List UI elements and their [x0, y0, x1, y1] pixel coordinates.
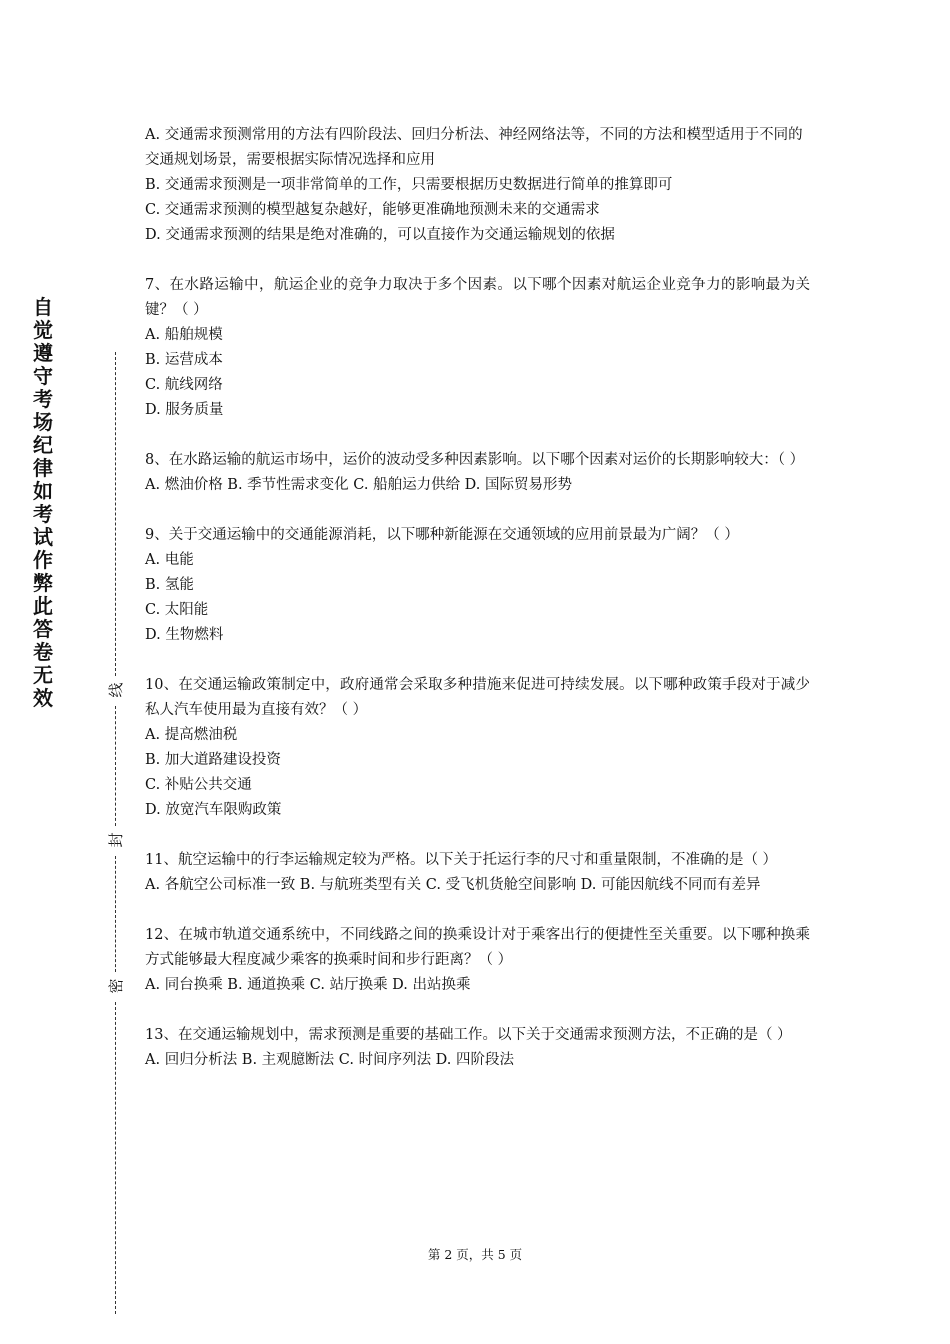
question-stem: 7、在水路运输中，航运企业的竞争力取决于多个因素。以下哪个因素对航运企业竞争力的影响最为关键？（ ）: [145, 277, 810, 318]
options-line: A. 各航空公司标准一致 B. 与航班类型有关 C. 受飞机货舱空间影响 D. 可能因航线不同而有差异: [145, 877, 761, 893]
seal-label-secret: 密: [106, 976, 126, 996]
option-c: C. 补贴公共交通: [145, 777, 252, 793]
options-line: A. 回归分析法 B. 主观臆断法 C. 时间序列法 D. 四阶段法: [145, 1052, 515, 1068]
question-stem: 13、在交通运输规划中，需求预测是重要的基础工作。以下关于交通需求预测方法，不正确的是（ ）: [145, 1027, 792, 1043]
exam-content: [145, 123, 810, 1073]
question-stem: 8、在水路运输的航运市场中，运价的波动受多种因素影响。以下哪个因素对运价的长期影响较大：（ ）: [145, 452, 805, 468]
binding-dashed-line: [115, 352, 116, 676]
question-stem: 12、在城市轨道交通系统中，不同线路之间的换乘设计对于乘客出行的便捷性至关重要。以下哪种换乘方式能够最大程度减少乘客的换乘时间和步行距离？（ ）: [145, 927, 810, 968]
option-a: A. 提高燃油税: [145, 727, 238, 743]
question-stem: 9、关于交通运输中的交通能源消耗，以下哪种新能源在交通领域的应用前景最为广阔？（ ）: [145, 527, 739, 543]
seal-label-seal: 封: [106, 830, 126, 850]
binding-dashed-line: [115, 1002, 116, 1314]
option-d: D. 生物燃料: [145, 627, 224, 643]
question-8: [145, 448, 810, 498]
question-7: [145, 273, 810, 423]
option-b: B. 加大道路建设投资: [145, 752, 281, 768]
option-d: D. 交通需求预测的结果是绝对准确的，可以直接作为交通运输规划的依据: [145, 227, 615, 243]
question-13: [145, 1023, 810, 1073]
option-a: A. 船舶规模: [145, 327, 223, 343]
question-9: [145, 523, 810, 648]
option-b: B. 交通需求预测是一项非常简单的工作，只需要根据历史数据进行简单的推算即可: [145, 177, 673, 193]
option-a: A. 交通需求预测常用的方法有四阶段法、回归分析法、神经网络法等，不同的方法和模型适用于不同的交通规划场景，需要根据实际情况选择和应用: [145, 127, 803, 168]
seal-label-line: 线: [106, 680, 126, 700]
question-10: [145, 673, 810, 823]
options-line: A. 同台换乘 B. 通道换乘 C. 站厅换乘 D. 出站换乘: [145, 977, 471, 993]
question-12: [145, 923, 810, 998]
question-stem: 11、航空运输中的行李运输规定较为严格。以下关于托运行李的尺寸和重量限制，不准确的是（ ）: [145, 852, 778, 868]
exam-discipline-note: 自觉遵守考场纪律如考试作弊此答卷无效: [33, 295, 53, 710]
option-c: C. 太阳能: [145, 602, 209, 618]
binding-dashed-line: [115, 856, 116, 972]
page-number: 第 2 页，共 5 页: [427, 1247, 523, 1262]
option-b: B. 运营成本: [145, 352, 223, 368]
option-c: C. 交通需求预测的模型越复杂越好，能够更准确地预测未来的交通需求: [145, 202, 600, 218]
binding-dashed-line: [115, 706, 116, 826]
options-line: A. 燃油价格 B. 季节性需求变化 C. 船舶运力供给 D. 国际贸易形势: [145, 477, 573, 493]
previous-question-options: [145, 123, 810, 248]
option-d: D. 放宽汽车限购政策: [145, 802, 282, 818]
option-b: B. 氢能: [145, 577, 194, 593]
question-stem: 10、在交通运输政策制定中，政府通常会采取多种措施来促进可持续发展。以下哪种政策手段对于减少私人汽车使用最为直接有效？（ ）: [145, 677, 810, 718]
question-11: [145, 848, 810, 898]
option-c: C. 航线网络: [145, 377, 223, 393]
option-d: D. 服务质量: [145, 402, 224, 418]
option-a: A. 电能: [145, 552, 194, 568]
